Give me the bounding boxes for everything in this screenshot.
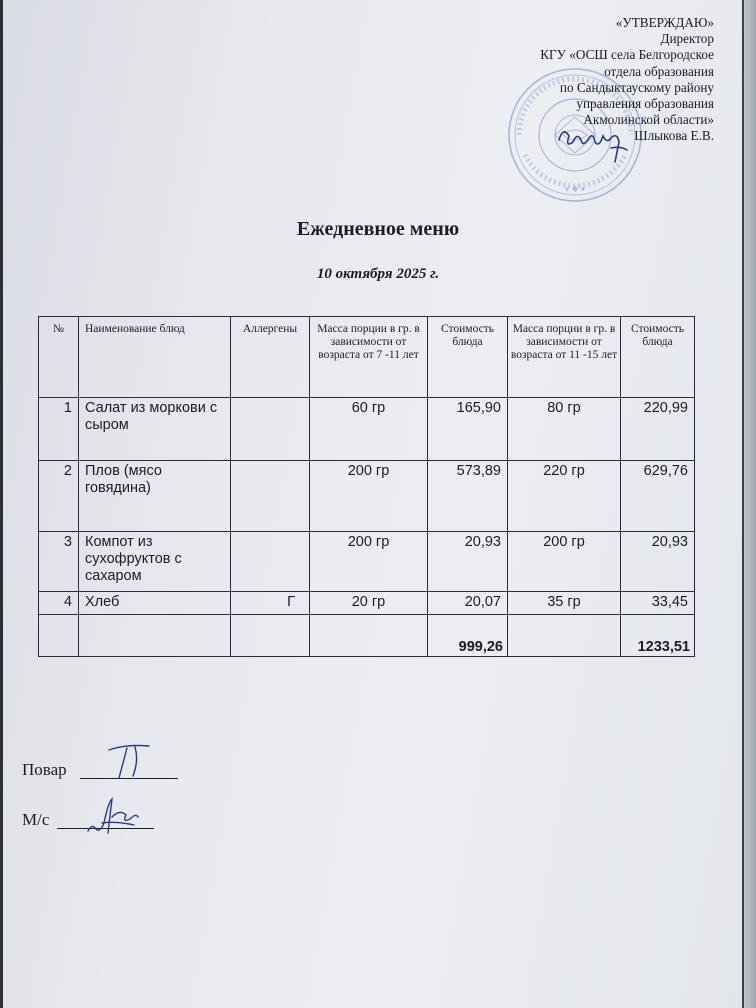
empty-cell	[508, 615, 621, 657]
mass-11-15: 80 гр	[508, 398, 621, 461]
nurse-signature-icon	[82, 793, 142, 837]
header-name: Наименование блюд	[79, 317, 231, 398]
approval-line: Директор	[660, 31, 714, 47]
table-row	[39, 461, 695, 532]
director-signature-icon	[555, 118, 630, 166]
total-cost-2: 1233,51	[621, 615, 695, 657]
cost-1: 165,90	[428, 398, 508, 461]
approval-line: КГУ «ОСШ села Белгородское	[540, 47, 714, 63]
dish-name: Хлеб	[79, 592, 231, 615]
mass-7-11: 60 гр	[310, 398, 428, 461]
header-num: №	[39, 317, 79, 398]
table-row	[39, 592, 695, 615]
row-num: 4	[39, 592, 79, 615]
table-total-row	[39, 615, 695, 657]
approval-line: отдела образования	[604, 63, 714, 79]
page-title: Ежедневное меню	[296, 218, 460, 240]
header-mass-11-15: Масса порции в гр. в зависимости от возраста от 11 -15 лет	[508, 317, 621, 398]
row-num: 3	[39, 532, 79, 592]
cost-1: 573,89	[428, 461, 508, 532]
cost-2: 20,93	[621, 532, 695, 592]
approval-line: Шлыкова Е.В.	[634, 128, 714, 144]
dish-allergens	[231, 532, 310, 592]
cook-signature-icon	[105, 742, 155, 782]
empty-cell	[231, 615, 310, 657]
cook-signature-line	[22, 760, 67, 780]
mass-7-11: 20 гр	[310, 592, 428, 615]
menu-table	[38, 316, 695, 657]
dish-allergens: Г	[231, 592, 310, 615]
row-num: 1	[39, 398, 79, 461]
header-cost-1: Стоимость блюда	[428, 317, 508, 398]
empty-cell	[310, 615, 428, 657]
table-header-row	[39, 317, 695, 398]
dish-name: Компот из сухофруктов с сахаром	[79, 532, 231, 592]
page-shadow	[744, 0, 756, 1008]
cost-2: 629,76	[621, 461, 695, 532]
empty-cell	[39, 615, 79, 657]
mass-11-15: 200 гр	[508, 532, 621, 592]
dish-allergens	[231, 398, 310, 461]
nurse-label: М/с	[22, 810, 50, 829]
dish-allergens	[231, 461, 310, 532]
mass-11-15: 35 гр	[508, 592, 621, 615]
mass-7-11: 200 гр	[310, 532, 428, 592]
approval-line: Акмолинской области»	[583, 112, 714, 128]
header-mass-7-11: Масса порции в гр. в зависимости от возраста от 7 -11 лет	[310, 317, 428, 398]
page-edge	[0, 0, 3, 1008]
header-allergens: Аллергены	[231, 317, 310, 398]
mass-7-11: 200 гр	[310, 461, 428, 532]
table-row	[39, 398, 695, 461]
dish-name: Плов (мясо говядина)	[79, 461, 231, 532]
header-cost-2: Стоимость блюда	[621, 317, 695, 398]
approval-line: по Сандыктаускому району	[559, 79, 714, 95]
nurse-signature-line	[22, 810, 49, 830]
dish-name: Салат из моркови с сыром	[79, 398, 231, 461]
cook-label: Повар	[22, 760, 67, 779]
cost-2: 220,99	[621, 398, 695, 461]
total-cost-1: 999,26	[428, 615, 508, 657]
empty-cell	[79, 615, 231, 657]
table-row	[39, 532, 695, 592]
menu-date: 10 октября 2025 г.	[316, 266, 440, 282]
approval-line: «УТВЕРЖДАЮ»	[615, 15, 714, 30]
mass-11-15: 220 гр	[508, 461, 621, 532]
cost-1: 20,93	[428, 532, 508, 592]
cost-1: 20,07	[428, 592, 508, 615]
approval-line: управления образования	[576, 96, 714, 112]
cost-2: 33,45	[621, 592, 695, 615]
page-edge	[742, 0, 744, 1008]
row-num: 2	[39, 461, 79, 532]
